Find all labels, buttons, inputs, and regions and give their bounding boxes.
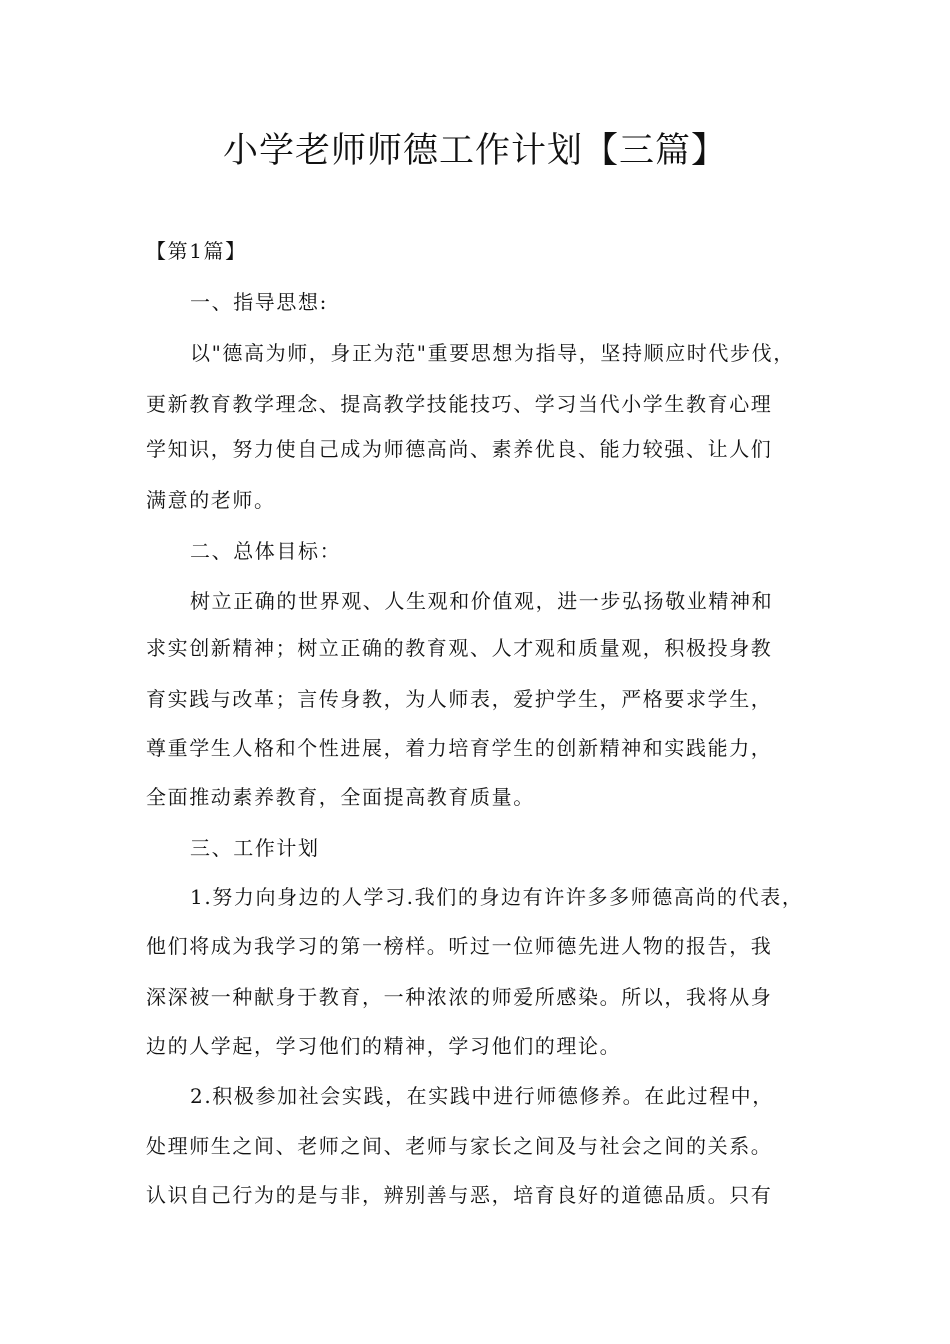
paragraph-line: 全面推动素养教育，全面提高教育质量。 <box>146 785 535 809</box>
paragraph-line: 边的人学起，学习他们的精神，学习他们的理论。 <box>146 1034 622 1058</box>
section-label: 【第1篇】 <box>146 239 247 263</box>
paragraph-line: 处理师生之间、老师之间、老师与家长之间及与社会之间的关系。 <box>146 1134 773 1158</box>
paragraph-line: 满意的老师。 <box>146 488 276 512</box>
paragraph-line: 更新教育教学理念、提高教学技能技巧、学习当代小学生教育心理 <box>146 392 773 416</box>
paragraph-line: 育实践与改革；言传身教，为人师表，爱护学生，严格要求学生， <box>146 687 773 711</box>
paragraph-line: 以"德高为师，身正为范"重要思想为指导，坚持顺应时代步伐， <box>190 341 795 365</box>
heading-work-plan: 三、工作计划 <box>190 836 320 860</box>
paragraph-line: 1.努力向身边的人学习.我们的身边有许许多多师德高尚的代表， <box>190 885 804 909</box>
paragraph-line: 他们将成为我学习的第一榜样。听过一位师德先进人物的报告，我 <box>146 934 773 958</box>
page-title: 小学老师师德工作计划【三篇】 <box>222 131 727 171</box>
paragraph-line: 深深被一种献身于教育，一种浓浓的师爱所感染。所以，我将从身 <box>146 985 773 1009</box>
heading-overall-goal: 二、总体目标： <box>190 539 342 563</box>
heading-guiding-thought: 一、指导思想: <box>190 290 328 314</box>
paragraph-line: 2.积极参加社会实践，在实践中进行师德修养。在此过程中， <box>190 1084 774 1108</box>
paragraph-line: 尊重学生人格和个性进展，着力培育学生的创新精神和实践能力， <box>146 736 773 760</box>
paragraph-line: 认识自己行为的是与非，辨别善与恶，培育良好的道德品质。只有 <box>146 1183 773 1207</box>
paragraph-line: 学知识，努力使自己成为师德高尚、素养优良、能力较强、让人们 <box>146 437 773 461</box>
paragraph-line: 求实创新精神；树立正确的教育观、人才观和质量观，积极投身教 <box>146 636 773 660</box>
paragraph-line: 树立正确的世界观、人生观和价值观，进一步弘扬敬业精神和 <box>190 589 774 613</box>
